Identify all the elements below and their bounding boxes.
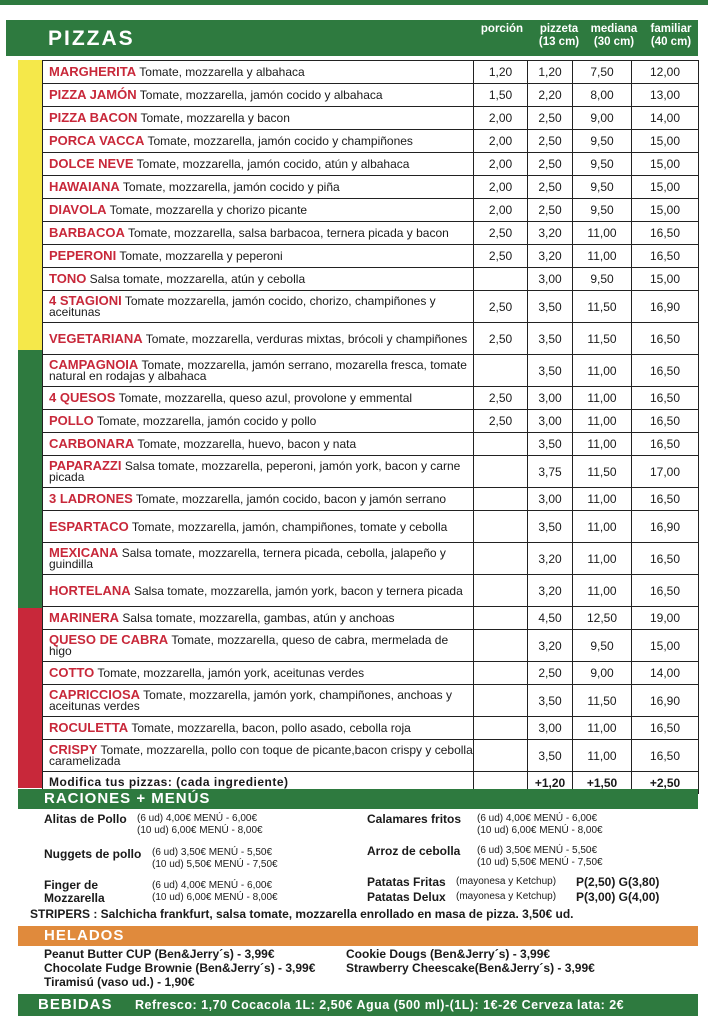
price-cell: 11,50 xyxy=(573,456,632,488)
bebidas-text: Refresco: 1,70 Cocacola 1L: 2,50€ Agua (500 ml)-(1L): 1€-2€ Cerveza lata: 2€ xyxy=(135,998,625,1012)
pizza-desc: Salsa tomate, mozzarella, jamón york, bacon y ternera picada xyxy=(133,583,463,598)
price-cell: 11,00 xyxy=(573,511,632,543)
price-cell: 16,50 xyxy=(632,543,699,575)
price-cell xyxy=(474,488,528,511)
price-cell: 15,00 xyxy=(632,176,699,199)
pizza-name: COTTO xyxy=(49,665,95,680)
pizza-name: PORCA VACCA xyxy=(49,133,145,148)
price-cell: 3,50 xyxy=(528,511,573,543)
price-cell: 11,00 xyxy=(573,387,632,410)
patatas-delux-name: Patatas Delux xyxy=(367,890,446,904)
pizza-desc: Salsa tomate, mozzarella, ternera picada, cebolla, jalapeño y guindilla xyxy=(49,546,446,571)
price-cell: 12,00 xyxy=(632,61,699,84)
price-cell: 16,50 xyxy=(632,410,699,433)
price-cell: 1,20 xyxy=(474,61,528,84)
pizza-desc: Tomate, mozzarella, queso azul, provolone y emmental xyxy=(118,391,413,405)
price-cell: 14,00 xyxy=(632,107,699,130)
pizza-cell xyxy=(43,685,474,717)
pizza-name: DIAVOLA xyxy=(49,202,107,217)
pizza-cell xyxy=(43,433,474,456)
pizza-row xyxy=(43,153,699,176)
price-cell: 15,00 xyxy=(632,630,699,662)
pizza-desc: Tomate, mozzarella, jamón cocido y pollo xyxy=(96,414,317,428)
pizza-name: CAMPAGNOIA xyxy=(49,357,139,372)
pizza-desc: Tomate, mozzarella, queso de cabra, mermelada de higo xyxy=(49,633,449,658)
helados-header: HELADOS xyxy=(18,926,698,946)
price-cell xyxy=(474,607,528,630)
pizza-cell xyxy=(43,511,474,543)
price-cell: 19,00 xyxy=(632,607,699,630)
helado-item: Cookie Dougs (Ben&Jerry´s) - 3,99€ xyxy=(346,947,551,961)
price-cell xyxy=(474,740,528,772)
pizza-desc: Tomate, mozzarella, huevo, bacon y nata xyxy=(137,437,357,451)
pizza-row xyxy=(43,268,699,291)
price-cell: 3,00 xyxy=(528,488,573,511)
finger-name-1: Finger de xyxy=(44,878,99,892)
pizza-desc: Tomate, mozzarella, jamón cocido y piña xyxy=(122,180,340,194)
pizza-row xyxy=(43,511,699,543)
price-cell: 9,00 xyxy=(573,107,632,130)
price-cell: 11,00 xyxy=(573,245,632,268)
price-cell: 15,00 xyxy=(632,199,699,222)
pizza-row xyxy=(43,107,699,130)
pizza-cell xyxy=(43,410,474,433)
nuggets-l1: (6 ud) 3,50€ MENÚ - 5,50€ xyxy=(152,847,273,858)
col-pizzeta: pizzeta (13 cm) xyxy=(538,23,580,48)
price-cell: 2,00 xyxy=(474,130,528,153)
price-cell: 11,00 xyxy=(573,222,632,245)
price-cell xyxy=(474,575,528,607)
price-cell: 16,90 xyxy=(632,685,699,717)
pizza-name: BARBACOA xyxy=(49,225,125,240)
arroz-l2: (10 ud) 5,50€ MENÚ - 7,50€ xyxy=(477,857,603,868)
pizza-name: PIZZA JAMÓN xyxy=(49,87,137,102)
pizza-name: 4 STAGIONI xyxy=(49,293,122,308)
raciones-header: RACIONES + MENÚS xyxy=(18,789,698,809)
pizza-name: ESPARTACO xyxy=(49,518,129,534)
price-cell: 17,00 xyxy=(632,456,699,488)
price-cell: 2,50 xyxy=(528,130,573,153)
pizza-cell xyxy=(43,387,474,410)
price-cell: 2,50 xyxy=(474,387,528,410)
pizza-desc: Salsa tomate, mozzarella, peperoni, jamón york, bacon y carne picada xyxy=(49,459,461,484)
price-cell: 3,20 xyxy=(528,575,573,607)
pizza-cell xyxy=(43,130,474,153)
helado-item: Chocolate Fudge Brownie (Ben&Jerry´s) - 3,99€ xyxy=(44,961,316,975)
pizza-row xyxy=(43,61,699,84)
price-cell: 11,00 xyxy=(573,488,632,511)
pizza-name: TONO xyxy=(49,271,87,286)
price-cell xyxy=(474,630,528,662)
pizza-row xyxy=(43,291,699,323)
price-cell: 8,00 xyxy=(573,84,632,107)
patatas-fritas-note: (mayonesa y Ketchup) xyxy=(456,876,557,887)
price-cell: 3,50 xyxy=(528,355,573,387)
pizza-cell xyxy=(43,630,474,662)
price-cell: 9,50 xyxy=(573,630,632,662)
price-cell: 11,50 xyxy=(573,323,632,355)
price-cell: 3,50 xyxy=(528,323,573,355)
pizza-desc: Tomate, mozzarella, jamón, champiñones, tomate y cebolla xyxy=(131,519,448,534)
pizza-row xyxy=(43,222,699,245)
price-cell: 2,00 xyxy=(474,199,528,222)
calamares-l2: (10 ud) 6,00€ MENÚ - 8,00€ xyxy=(477,825,603,836)
pizza-cell xyxy=(43,575,474,607)
pizza-row xyxy=(43,685,699,717)
price-cell: 1,50 xyxy=(474,84,528,107)
col-mediana: mediana (30 cm) xyxy=(590,23,638,48)
stripers-line: STRIPERS : Salchicha frankfurt, salsa tomate, mozzarella enrollado en masa de pizza. 3,50€ ud. xyxy=(30,907,574,921)
price-cell: 15,00 xyxy=(632,268,699,291)
finger-name-2: Mozzarella xyxy=(44,891,105,905)
price-cell: 11,00 xyxy=(573,433,632,456)
price-cell xyxy=(474,355,528,387)
price-cell: 3,20 xyxy=(528,630,573,662)
modifica-label: Modifica tus pizzas: (cada ingrediente) xyxy=(43,772,474,794)
pizza-name: PIZZA BACON xyxy=(49,110,138,125)
col-familiar: familiar (40 cm) xyxy=(650,23,692,48)
pizza-cell xyxy=(43,153,474,176)
pizza-desc: Tomate, mozzarella, jamón cocido, atún y albahaca xyxy=(136,157,410,171)
price-cell: 11,00 xyxy=(573,740,632,772)
price-cell: 16,50 xyxy=(632,323,699,355)
pizza-cell xyxy=(43,543,474,575)
price-cell: 9,00 xyxy=(573,662,632,685)
finger-l2: (10 ud) 6,00€ MENÚ - 8,00€ xyxy=(152,892,278,903)
price-cell xyxy=(474,662,528,685)
price-cell: 16,50 xyxy=(632,387,699,410)
pizza-row xyxy=(43,245,699,268)
helado-item: Strawberry Cheescake(Ben&Jerry´s) - 3,99€ xyxy=(346,961,595,975)
pizza-row xyxy=(43,662,699,685)
pizza-name: PEPERONI xyxy=(49,248,117,263)
patatas-fritas-name: Patatas Fritas xyxy=(367,875,446,889)
pizza-name: HORTELANA xyxy=(49,582,131,598)
pizza-cell xyxy=(43,740,474,772)
pizza-desc: Tomate, mozzarella, jamón york, aceitunas verdes xyxy=(97,666,365,680)
patatas-delux-note: (mayonesa y Ketchup) xyxy=(456,891,557,902)
pizza-desc: Tomate, mozzarella, jamón cocido y albahaca xyxy=(139,88,383,102)
price-cell: 3,50 xyxy=(528,740,573,772)
price-cell: 3,20 xyxy=(528,245,573,268)
pizza-cell xyxy=(43,199,474,222)
price-cell: 11,50 xyxy=(573,291,632,323)
price-cell: 16,50 xyxy=(632,245,699,268)
pizza-row xyxy=(43,130,699,153)
pizza-desc: Tomate, mozzarella, salsa barbacoa, ternera picada y bacon xyxy=(127,226,449,240)
pizza-desc: Tomate, mozzarella, bacon, pollo asado, cebolla roja xyxy=(131,721,411,735)
price-cell: 16,90 xyxy=(632,511,699,543)
calamares-l1: (6 ud) 4,00€ MENÚ - 6,00€ xyxy=(477,813,598,824)
price-cell: 2,50 xyxy=(528,662,573,685)
pizza-row xyxy=(43,740,699,772)
pizza-row xyxy=(43,433,699,456)
price-cell: 4,50 xyxy=(528,607,573,630)
pizza-desc: Tomate, mozzarella, jamón serrano, mozarella fresca, tomate natural en rodajas y albahaca xyxy=(49,358,467,383)
price-cell xyxy=(474,268,528,291)
price-cell: 2,50 xyxy=(474,410,528,433)
price-cell: 3,50 xyxy=(528,433,573,456)
pizza-cell xyxy=(43,355,474,387)
pizza-name: DOLCE NEVE xyxy=(49,156,134,171)
pizza-row xyxy=(43,355,699,387)
price-cell: 16,50 xyxy=(632,355,699,387)
price-cell: 11,00 xyxy=(573,355,632,387)
pizza-row xyxy=(43,456,699,488)
pizza-name: PAPARAZZI xyxy=(49,458,122,473)
pizza-row xyxy=(43,323,699,355)
pizza-cell xyxy=(43,291,474,323)
pizza-cell xyxy=(43,84,474,107)
pizza-row xyxy=(43,630,699,662)
pizza-name: 3 LADRONES xyxy=(49,491,133,506)
price-cell: 2,20 xyxy=(528,84,573,107)
price-cell: 3,75 xyxy=(528,456,573,488)
pizza-desc: Tomate, mozzarella y chorizo picante xyxy=(109,203,308,217)
price-cell: 16,50 xyxy=(632,740,699,772)
pizza-desc: Tomate, mozzarella, jamón cocido, bacon y jamón serrano xyxy=(135,492,447,506)
alitas-l1: (6 ud) 4,00€ MENÚ - 6,00€ xyxy=(137,813,258,824)
pizza-desc: Salsa tomate, mozzarella, atún y cebolla xyxy=(89,272,306,286)
price-cell: 14,00 xyxy=(632,662,699,685)
pizza-cell xyxy=(43,607,474,630)
nuggets-name: Nuggets de pollo xyxy=(44,847,142,861)
pizza-name: CAPRICCIOSA xyxy=(49,687,141,702)
pizza-row xyxy=(43,410,699,433)
pizza-row xyxy=(43,176,699,199)
pizza-name: MARINERA xyxy=(49,610,120,625)
pizza-row xyxy=(43,387,699,410)
price-cell: 11,00 xyxy=(573,717,632,740)
pizza-cell xyxy=(43,176,474,199)
calamares-name: Calamares fritos xyxy=(367,812,462,826)
pizza-desc: Tomate, mozzarella y peperoni xyxy=(119,249,283,263)
pizza-cell xyxy=(43,245,474,268)
price-cell: 1,20 xyxy=(528,61,573,84)
price-cell xyxy=(474,456,528,488)
pizza-name: CARBONARA xyxy=(49,436,135,451)
alitas-l2: (10 ud) 6,00€ MENÚ - 8,00€ xyxy=(137,825,263,836)
price-cell: 3,50 xyxy=(528,685,573,717)
price-cell: 16,50 xyxy=(632,488,699,511)
price-cell: 2,50 xyxy=(528,107,573,130)
patatas-fritas-price: P(2,50) G(3,80) xyxy=(576,875,660,889)
price-cell: 16,50 xyxy=(632,717,699,740)
price-cell xyxy=(474,511,528,543)
pizza-row xyxy=(43,717,699,740)
price-cell: 3,00 xyxy=(528,387,573,410)
price-cell: 16,50 xyxy=(632,222,699,245)
modifica-price: +2,50 xyxy=(632,772,699,794)
price-cell: 9,50 xyxy=(573,153,632,176)
price-cell: 11,00 xyxy=(573,575,632,607)
price-cell: 13,00 xyxy=(632,84,699,107)
price-cell: 12,50 xyxy=(573,607,632,630)
finger-l1: (6 ud) 4,00€ MENÚ - 6,00€ xyxy=(152,880,273,891)
pizza-name: MEXICANA xyxy=(49,545,119,560)
pizza-cell xyxy=(43,662,474,685)
nuggets-l2: (10 ud) 5,50€ MENÚ - 7,50€ xyxy=(152,859,278,870)
price-cell: 11,00 xyxy=(573,543,632,575)
price-cell: 9,50 xyxy=(573,130,632,153)
pizza-desc: Tomate, mozzarella, jamón york, champiñones, anchoas y aceitunas verdes xyxy=(49,688,452,713)
pizza-row xyxy=(43,84,699,107)
pizza-cell xyxy=(43,107,474,130)
price-cell: 2,50 xyxy=(528,153,573,176)
price-cell xyxy=(474,433,528,456)
pizza-row xyxy=(43,607,699,630)
pizza-name: MARGHERITA xyxy=(49,64,137,79)
pizza-name: HAWAIANA xyxy=(49,179,120,194)
pizza-cell xyxy=(43,268,474,291)
price-cell: 11,50 xyxy=(573,685,632,717)
price-cell: 2,00 xyxy=(474,176,528,199)
pizzas-header xyxy=(6,20,698,56)
price-cell: 2,00 xyxy=(474,107,528,130)
price-cell: 2,50 xyxy=(474,245,528,268)
price-cell: 16,50 xyxy=(632,575,699,607)
yellow-stripe xyxy=(18,60,42,350)
arroz-l1: (6 ud) 3,50€ MENÚ - 5,50€ xyxy=(477,845,598,856)
price-cell: 9,50 xyxy=(573,268,632,291)
pizza-row xyxy=(43,543,699,575)
price-cell: 3,00 xyxy=(528,410,573,433)
pizza-cell xyxy=(43,222,474,245)
price-cell: 16,50 xyxy=(632,433,699,456)
pizza-desc: Tomate, mozzarella, pollo con toque de picante,bacon crispy y cebolla caramelizada xyxy=(49,743,473,768)
price-cell xyxy=(474,717,528,740)
pizza-name: ROCULETTA xyxy=(49,720,129,735)
price-cell: 2,50 xyxy=(474,323,528,355)
page-title: PIZZAS xyxy=(48,27,135,50)
green-stripe xyxy=(18,350,42,608)
red-stripe xyxy=(18,608,42,788)
bebidas-title: BEBIDAS xyxy=(38,996,113,1013)
modifica-price: +1,50 xyxy=(573,772,632,794)
price-cell: 2,50 xyxy=(474,291,528,323)
pizza-desc: Tomate mozzarella, jamón cocido, chorizo, champiñones y aceitunas xyxy=(49,294,436,319)
pizza-cell xyxy=(43,61,474,84)
pizza-desc: Salsa tomate, mozzarella, gambas, atún y anchoas xyxy=(122,611,395,625)
arroz-name: Arroz de cebolla xyxy=(367,844,461,858)
price-cell: 2,50 xyxy=(474,222,528,245)
price-cell xyxy=(474,685,528,717)
price-cell: 3,00 xyxy=(528,717,573,740)
price-cell: 2,50 xyxy=(528,176,573,199)
price-cell: 2,50 xyxy=(528,199,573,222)
pizza-name: POLLO xyxy=(49,413,94,428)
pizza-cell xyxy=(43,456,474,488)
price-cell: 15,00 xyxy=(632,153,699,176)
price-cell: 3,00 xyxy=(528,268,573,291)
modifica-price: +1,20 xyxy=(528,772,573,794)
top-strip xyxy=(0,0,708,5)
helado-item: Tiramisú (vaso ud.) - 1,90€ xyxy=(44,975,195,989)
price-cell: 2,00 xyxy=(474,153,528,176)
pizza-desc: Tomate, mozzarella y bacon xyxy=(140,111,290,125)
pizza-cell xyxy=(43,488,474,511)
col-porcion: porción xyxy=(480,23,524,35)
pizza-desc: Tomate, mozzarella, jamón cocido y champiñones xyxy=(147,134,413,148)
price-cell: 9,50 xyxy=(573,199,632,222)
pizza-name: QUESO DE CABRA xyxy=(49,632,169,647)
price-cell: 15,00 xyxy=(632,130,699,153)
pizza-row xyxy=(43,575,699,607)
price-cell: 16,90 xyxy=(632,291,699,323)
price-cell xyxy=(474,543,528,575)
price-cell: 9,50 xyxy=(573,176,632,199)
pizza-name: 4 QUESOS xyxy=(49,390,116,405)
alitas-name: Alitas de Pollo xyxy=(44,812,127,826)
pizza-price-table xyxy=(42,60,699,794)
pizza-name: VEGETARIANA xyxy=(49,330,143,346)
price-cell: 7,50 xyxy=(573,61,632,84)
pizza-name: CRISPY xyxy=(49,742,98,757)
pizza-desc: Tomate, mozzarella y albahaca xyxy=(139,65,305,79)
price-cell: 3,50 xyxy=(528,291,573,323)
pizza-row xyxy=(43,488,699,511)
pizza-cell xyxy=(43,323,474,355)
pizza-cell xyxy=(43,717,474,740)
bebidas-bar xyxy=(18,994,698,1016)
price-cell: 3,20 xyxy=(528,222,573,245)
pizza-row xyxy=(43,199,699,222)
price-cell: 11,00 xyxy=(573,410,632,433)
patatas-delux-price: P(3,00) G(4,00) xyxy=(576,890,660,904)
helado-item: Peanut Butter CUP (Ben&Jerry´s) - 3,99€ xyxy=(44,947,275,961)
pizza-desc: Tomate, mozzarella, verduras mixtas, brócoli y champiñones xyxy=(145,331,468,346)
price-cell: 3,20 xyxy=(528,543,573,575)
